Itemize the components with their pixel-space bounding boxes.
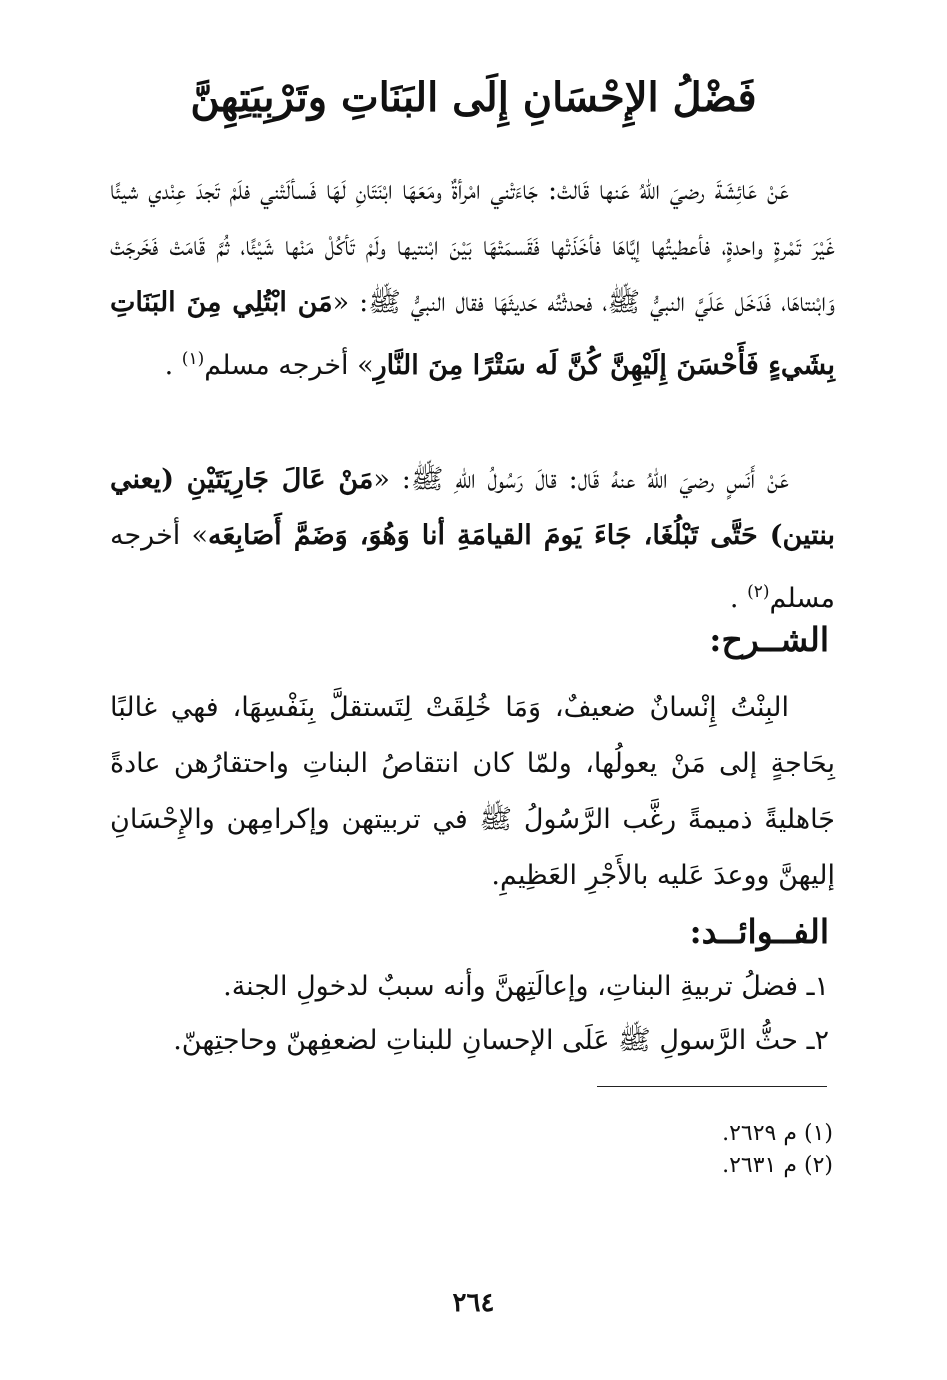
hadith-2-outro: » أخرجه مسلم [110,520,835,614]
page-number: ٢٦٤ [452,1288,495,1318]
footnote-ref-2: (٢) [747,582,770,602]
footnote-divider [597,1086,827,1087]
hadith-1-intro: عَنْ عَائِشَةَ رضيَ اللهُ عَنها قَالتْ: جَاءَتْني امْرأةٌ ومَعَهَا ابْنَتَانِ لَهَا فَسألَتْني فلَمْ تَجدَ عِنْدي شيئًا غَيْرَ تَمْرةٍ واحدةٍ، فأعطيتُها إيَّاهَا فأخَذَتْها فَقَسمَتْهَا بَيْنَ ابْنتيها ولَمْ تَأكُلْ مَنْها شَيْئًا، ثُمَّ قَامَتْ فَخَرجَتْ وَابْنتاهَا، فَدَخَل عَلَيَّ النبيُّ ﷺ، فحدثْتُه حَديثَهَا فقال النبيُّ ﷺ: « [110,175,835,318]
benefit-item-2: ٢ـ حثُّ الرَّسولِ ﷺ عَلَى الإحسانِ للبناتِ لضعفِهنّ وحاجتِهنّ. [173,1025,829,1056]
page-title: فَضْلُ الإِحْسَانِ إِلَى البَنَاتِ وتَرْبِيَتِهِنَّ [190,74,757,121]
footnote-ref-1: (١) [181,349,205,369]
hadith-1-end: . [164,350,174,381]
hadith-paragraph-2 [110,452,835,627]
explanation-paragraph: البِنْتُ إِنْسانٌ ضعيفٌ، وَمَا خُلِقَتْ لِتَستقلَّ بِنَفْسِهَا، فهي غالبًا بِحَاجةٍ إلى مَنْ يعولُها، ولمّا كان انتقاصُ البناتِ واحتقارُهن عادةً جَاهليةً ذميمةً رغَّب الرَّسُولُ ﷺ في تربيتهن وإكرامِهن والإِحْسَانِ إليهنَّ ووعدَ عَليه بالأَجْرِ العَظِيمِ. [110,692,835,891]
hadith-2-intro: عَنْ أَنَسٍ رضيَ اللهُ عنهُ قَال: قالَ رَسُولُ اللهِ ﷺ: « [373,464,789,495]
benefits-heading: الفــوائــد: [689,912,829,951]
hadith-paragraph-1 [110,163,835,394]
footnotes [722,1118,833,1182]
footnote-1: (١) م ٢٦٢٩. [722,1121,833,1146]
hadith-2-text: مَنْ عَالَ جَارِيَتَيْنِ (يعني بنتين) حَتَّى تَبْلُغَا، جَاءَ يَومَ القيامَةِ أنا وَهُوَ، وَضَمَّ أَصَابِعَه [110,464,835,551]
hadith-2-end: . [729,583,739,614]
explanation-heading: الشــرح: [709,620,829,659]
benefit-item-1: ١ـ فضلُ تربيةِ البناتِ، وإعالَتِهنَّ وأنه سببٌ لدخولِ الجنة. [223,971,829,1002]
footnote-2: (٢) م ٢٦٣١. [722,1153,833,1178]
benefits-list [110,960,829,1068]
hadith-1-text: مَن ابْتُلِي مِنَ البَنَاتِ بِشَيءٍ فَأَحْسَنَ إِلَيْهِنَّ كُنَّ لَه سَتْرًا مِنَ النَّارِ [110,287,835,381]
hadith-1-outro: » أخرجه مسلم [204,350,374,381]
